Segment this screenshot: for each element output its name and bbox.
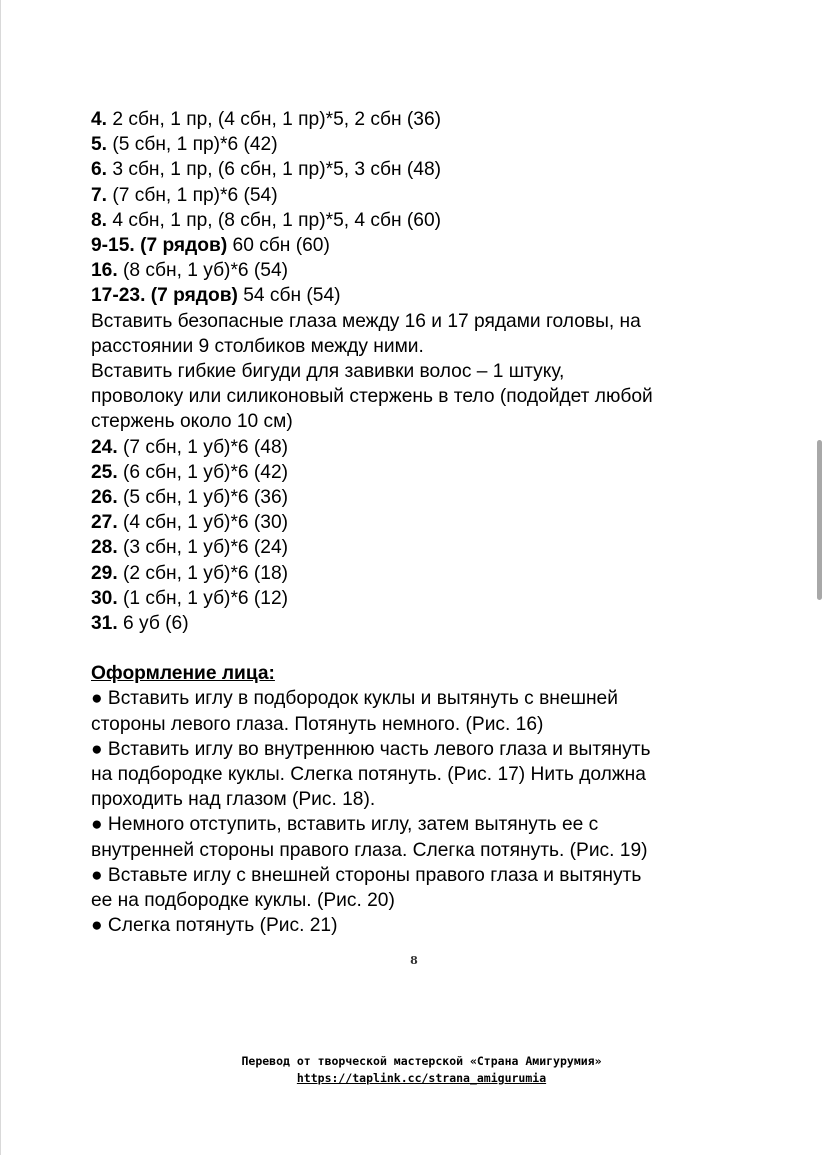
row-17-23: 17-23. (7 рядов) 54 сбн (54) (91, 285, 341, 307)
scrollbar[interactable] (817, 440, 822, 600)
row-25: 25. (6 сбн, 1 уб)*6 (42) (91, 461, 289, 483)
footer-credit: Перевод от творческой мастерской «Страна Амигурумия» (241, 1054, 602, 1068)
face-line: ● Вставить иглу в подбородок куклы и вытянуть с внешней (91, 688, 618, 710)
row-4: 4. 2 сбн, 1 пр, (4 сбн, 1 пр)*5, 2 сбн (36) (91, 109, 442, 130)
instruction-line: Вставить безопасные глаза между 16 и 17 рядами головы, на (91, 310, 641, 332)
row-9-15: 9-15. (7 рядов) 60 сбн (60) (91, 235, 330, 257)
row-8: 8. 4 сбн, 1 пр, (8 сбн, 1 пр)*5, 4 сбн (60) (91, 209, 442, 231)
row-26: 26. (5 сбн, 1 уб)*6 (36) (91, 487, 289, 509)
face-line: ее на подбородке куклы. (Рис. 20) (91, 890, 395, 912)
face-heading: Оформление лица: (91, 663, 275, 685)
page-edge (0, 0, 1, 1155)
page-number: 8 (410, 954, 418, 967)
face-line: ● Немного отступить, вставить иглу, затем вытянуть ее с (91, 814, 599, 836)
instructions (91, 309, 791, 435)
row-24: 24. (7 сбн, 1 уб)*6 (48) (91, 436, 289, 458)
face-section (91, 661, 791, 938)
face-line: ● Вставьте иглу с внешней стороны правого глаза и вытянуть (91, 864, 642, 886)
rows-section-1 (91, 107, 791, 309)
row-29: 29. (2 сбн, 1 уб)*6 (18) (91, 562, 289, 584)
row-31: 31. 6 уб (6) (91, 613, 189, 635)
instruction-line: расстоянии 9 столбиков между ними. (91, 335, 424, 357)
row-30: 30. (1 сбн, 1 уб)*6 (12) (91, 587, 289, 609)
document-body (91, 107, 791, 939)
row-28: 28. (3 сбн, 1 уб)*6 (24) (91, 537, 289, 559)
row-6: 6. 3 сбн, 1 пр, (6 сбн, 1 пр)*5, 3 сбн (48) (91, 159, 442, 181)
row-27: 27. (4 сбн, 1 уб)*6 (30) (91, 512, 289, 534)
rows-section-2 (91, 435, 791, 637)
face-line: на подбородке куклы. Слегка потянуть. (Рис. 17) Нить должна (91, 764, 646, 786)
spacer (91, 636, 791, 661)
face-line: проходить над глазом (Рис. 18). (91, 789, 376, 811)
instruction-line: Вставить гибкие бигуди для завивки волос – 1 штуку, (91, 361, 565, 383)
face-line: стороны левого глаза. Потянуть немного. (Рис. 16) (91, 713, 544, 735)
face-line: ● Вставить иглу во внутреннюю часть левого глаза и вытянуть (91, 738, 651, 760)
instruction-line: стержень около 10 см) (91, 411, 293, 433)
footer (0, 1053, 828, 1087)
row-5: 5. (5 сбн, 1 пр)*6 (42) (91, 134, 278, 156)
row-16: 16. (8 сбн, 1 уб)*6 (54) (91, 260, 289, 282)
footer-link[interactable]: https://taplink.cc/strana_amigurumia (296, 1071, 547, 1085)
instruction-line: проволоку или силиконовый стержень в тело (подойдет любой (91, 386, 653, 408)
face-line: ● Слегка потянуть (Рис. 21) (91, 915, 338, 937)
face-line: внутренней стороны правого глаза. Слегка потянуть. (Рис. 19) (91, 839, 648, 861)
row-7: 7. (7 сбн, 1 пр)*6 (54) (91, 184, 278, 206)
